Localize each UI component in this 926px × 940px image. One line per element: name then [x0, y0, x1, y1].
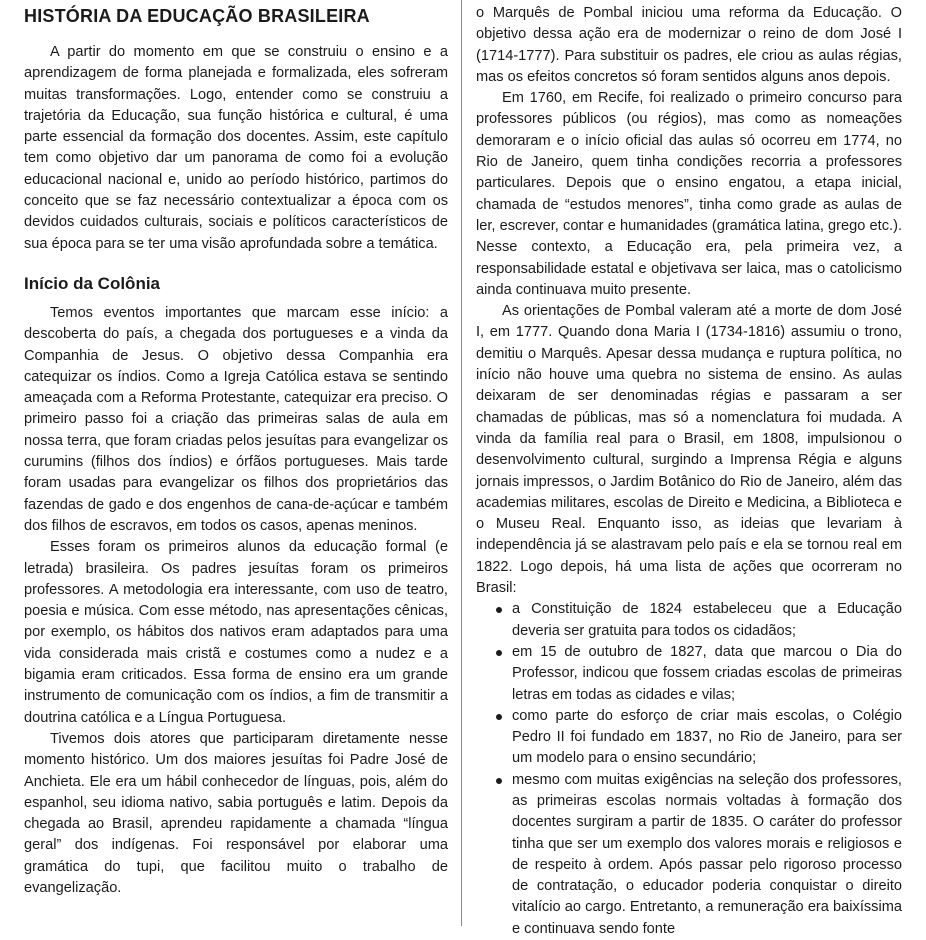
list-item — [512, 706, 902, 770]
section-paragraph: Tivemos dois atores que participaram diretamente nesse momento histórico. Um dos maiores jesuítas foi Padre José de Anchieta. Ele era um hábil conhecedor de línguas, pois, além do espanhol, seu idioma nativo, sabia português e latim. Depois da chegada ao Brasil, aprendeu rapidamente a chamada “língua geral” dos indígenas. Foi responsável por elaborar uma gramática do tupi, que facilitou muito o trabalho de evangelização. — [24, 730, 448, 896]
list-item — [512, 770, 902, 940]
list-item — [512, 599, 902, 642]
continued-paragraph: o Marquês de Pombal iniciou uma reforma da Educação. O objetivo dessa ação era de modernizar o reino de dom José I (1714-1777). Para substituir os padres, ele criou as aulas régias, mas os efeitos concretos só foram sentidos alguns anos depois. — [476, 5, 902, 85]
intro-paragraph: A partir do momento em que se construiu o ensino e a aprendizagem de forma planejada e formalizada, eles sofreram muitas transformações. Logo, entender como se construiu a trajetória da Educação, sua função histórica e cultural, é uma parte essencial da formação dos docentes. Assim, este capítulo tem como objetivo dar um panorama de como foi a evolução educacional nacional e, unido ao período histórico, partimos do conceito que se faz necessário contextualizar a época com os devidos cuidados culturais, sociais e políticos característicos de sua época para se ter uma visão aprofundada sobre a temática. — [24, 44, 448, 252]
section-paragraph: Esses foram os primeiros alunos da educação formal (e letrada) brasileira. Os padres jesuítas foram os primeiros professores. A metodologia era interessante, com uso de teatro, poesia e música. Com esse método, nas apresentações cênicas, por exemplo, os hábitos dos nativos eram adaptados para uma vida considerada mais cristã e costumes como a nudez e a bigamia eram criticados. Essa forma de ensino era um grande instrumento de comunicação com os índios, a fim de transmitir a doutrina católica e a Língua Portuguesa. — [24, 539, 448, 726]
list-item-text: como parte do esforço de criar mais escolas, o Colégio Pedro II foi fundado em 1837, no Rio de Janeiro, para ser um modelo para o ensino secundário; — [512, 707, 902, 767]
body-paragraph: Em 1760, em Recife, foi realizado o primeiro concurso para professores públicos (ou régios), mas como as nomeações demoraram e o início oficial das aulas só ocorreu em 1774, no Rio de Janeiro, quem tinha condições recorria a professores particulares. Depois que o ensino engatou, a etapa inicial, chamada de “estudos menores”, tinha como grade as aulas de ler, escrever, contar e humanidades (gramática latina, grego etc.). Nesse contexto, a Educação era, pela primeira vez, a responsabilidade estatal e objetivava ser laica, mas o catolicismo ainda continuava muito presente. — [476, 90, 902, 298]
page-title: HISTÓRIA DA EDUCAÇÃO BRASILEIRA — [24, 6, 370, 26]
body-paragraph: As orientações de Pombal valeram até a morte de dom José I, em 1777. Quando dona Maria I (1734-1816) assumiu o trono, demitiu o Marquês. Apesar dessa mudança e ruptura política, no início não houve uma quebra no sistema de ensino. As aulas deixaram de ser denominadas régias e passaram a ser chamadas de públicas, mas só a nomenclatura foi mudada. A vinda da família real para o Brasil, em 1808, impulsionou o desenvolvimento cultural, surgindo a Imprensa Régia e alguns jornais impressos, o Jardim Botânico do Rio de Janeiro, além das academias militares, escolas de Direito e Medicina, a Biblioteca e o Museu Real. Enquanto isso, as ideias que levariam à independência já se alastravam pelo país e ela se tornou real em 1822. Logo depois, há uma lista de ações que ocorreram no Brasil: — [476, 303, 902, 597]
column-divider — [461, 0, 462, 926]
right-column — [476, 0, 902, 940]
actions-list — [476, 599, 902, 940]
list-item-text: mesmo com muitas exigências na seleção dos professores, as primeiras escolas normais voltadas à formação dos docentes surgiram a partir de 1835. O caráter do professor tinha que ser um exemplo dos valores morais e religiosos e de respeito à ordem. Após passar pelo rigoroso processo de contratação, o educador poderia conquistar o direito vitalício ao cargo. Entretanto, a remuneração era baixíssima e continuava sendo fonte — [512, 771, 902, 937]
list-item-text: em 15 de outubro de 1827, data que marcou o Dia do Professor, indicou que fossem criadas escolas de primeiras letras em todas as cidades e vilas; — [512, 643, 902, 703]
list-item — [512, 642, 902, 706]
left-column — [24, 0, 448, 899]
bullet-icon — [496, 650, 502, 656]
bullet-icon — [496, 714, 502, 720]
section-heading: Início da Colônia — [24, 273, 161, 293]
bullet-icon — [496, 778, 502, 784]
bullet-icon — [496, 607, 502, 613]
section-paragraph: Temos eventos importantes que marcam esse início: a descoberta do país, a chegada dos portugueses e a vinda da Companhia de Jesus. O objetivo dessa Companhia era catequizar os índios. Como a Igreja Católica estava se sentindo ameaçada com a Reforma Protestante, catequizar era preciso. O primeiro passo foi a criação das primeiras salas de aula em nossa terra, que foram criadas pelos jesuítas para evangelizar os curumins (filhos dos índios) e órfãos portugueses. Mais tarde foram usadas para evangelizar os filhos dos proprietários das fazendas de gado e dos engenhos de cana-de-açúcar e também dos filhos de escravos, em todos os casos, apenas meninos. — [24, 304, 448, 534]
list-item-text: a Constituição de 1824 estabeleceu que a Educação deveria ser gratuita para todos os cidadãos; — [512, 601, 902, 639]
